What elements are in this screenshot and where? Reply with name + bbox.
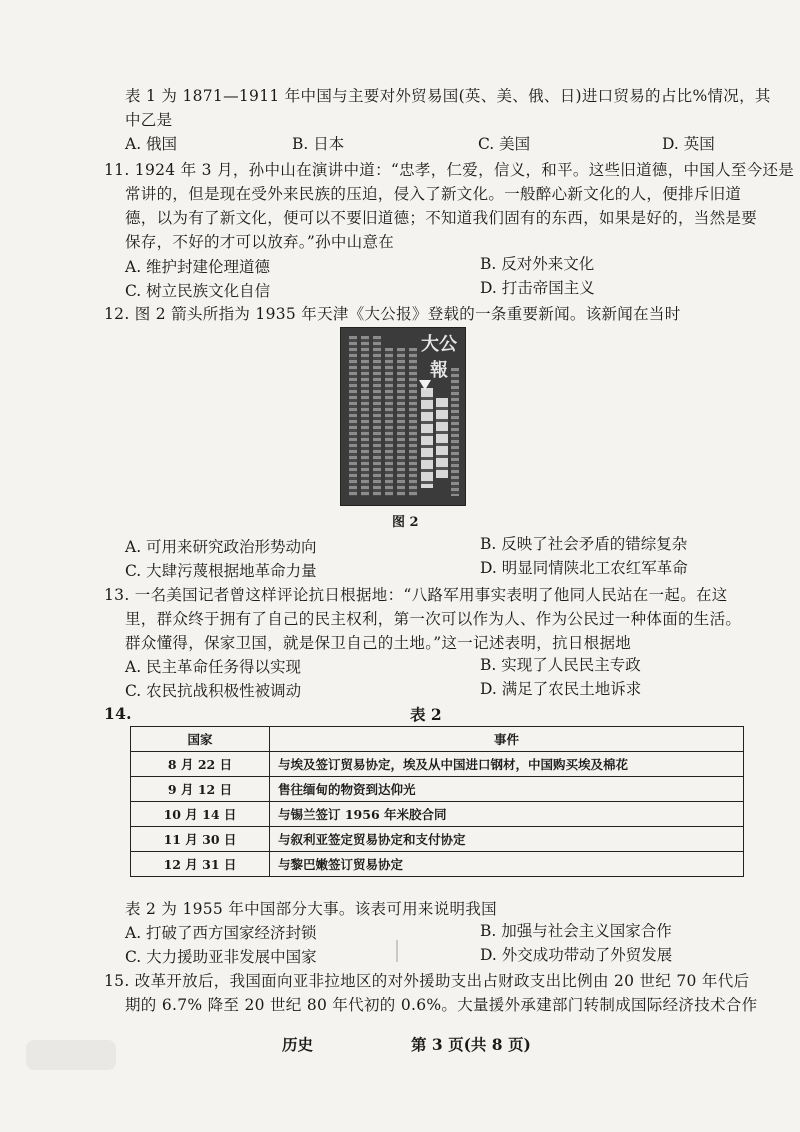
newspaper-headline-column (421, 388, 433, 488)
q10-option-d: D. 英国 (662, 135, 715, 153)
q14-stem: 表 2 为 1955 年中国部分大事。该表可用来说明我国 (125, 900, 497, 918)
figure-caption: 图 2 (392, 515, 419, 530)
table-row (131, 852, 744, 877)
q10-stem-line1: 表 1 为 1871—1911 年中国与主要对外贸易国(英、美、俄、日)进口贸易的占比%情况，其 (125, 87, 771, 105)
table-cell-date: 12 月 31 日 (131, 852, 270, 877)
table-cell-date: 8 月 22 日 (131, 752, 270, 777)
table-row (131, 827, 744, 852)
q13-option-c: C. 农民抗战积极性被调动 (125, 682, 302, 700)
arrow-icon (419, 380, 431, 390)
q12-option-d: D. 明显同情陕北工农红军革命 (480, 559, 688, 577)
q13-option-d: D. 满足了农民土地诉求 (480, 680, 642, 698)
q13-option-b: B. 实现了人民民主专政 (480, 656, 641, 674)
q13-stem-line1: 13. 一名美国记者曾这样评论抗日根据地：“八路军用事实表明了他同人民站在一起。在这 (104, 586, 728, 604)
scan-stain (26, 1040, 116, 1070)
q12-stem-line1: 12. 图 2 箭头所指为 1935 年天津《大公报》登载的一条重要新闻。该新闻在当时 (104, 305, 681, 323)
q11-stem-line1: 11. 1924 年 3 月，孙中山在演讲中道：“忠孝，仁爱，信义，和平。这些旧道德，中国人至今还是 (104, 161, 795, 179)
scan-artifact (396, 940, 398, 962)
q11-option-d: D. 打击帝国主义 (480, 279, 595, 297)
table-cell-date: 11 月 30 日 (131, 827, 270, 852)
q14-option-c: C. 大力援助亚非发展中国家 (125, 948, 317, 966)
table-cell-event: 售往缅甸的物资到达仰光 (270, 777, 744, 802)
q14-number: 14. (104, 704, 132, 723)
q13-option-a: A. 民主革命任务得以实现 (125, 658, 302, 676)
newspaper-photo-figure (340, 327, 466, 506)
q14-option-b: B. 加强与社会主义国家合作 (480, 922, 672, 940)
q10-option-b: B. 日本 (292, 135, 345, 153)
q10-option-a: A. 俄国 (125, 135, 178, 153)
q12-option-c: C. 大肆污蔑根据地革命力量 (125, 562, 317, 580)
events-table (130, 726, 744, 877)
q14-option-a: A. 打破了西方国家经济封锁 (125, 924, 317, 942)
q13-stem-line2: 里，群众终于拥有了自己的民主权利，第一次可以作为人、作为公民过一种体面的生活。 (125, 610, 742, 628)
q11-option-a: A. 维护封建伦理道德 (125, 258, 271, 276)
q11-stem-line2: 常讲的，但是现在受外来民族的压迫，侵入了新文化。一般醉心新文化的人，便排斥旧道 (125, 185, 742, 203)
q11-option-c: C. 树立民族文化自信 (125, 282, 271, 300)
table-header-event: 事件 (270, 727, 744, 752)
table-title: 表 2 (410, 705, 442, 724)
table-cell-date: 9 月 12 日 (131, 777, 270, 802)
table-cell-event: 与埃及签订贸易协定，埃及从中国进口钢材，中国购买埃及棉花 (270, 752, 744, 777)
q10-option-c: C. 美国 (478, 135, 531, 153)
table-row (131, 802, 744, 827)
table-cell-date: 10 月 14 日 (131, 802, 270, 827)
q13-stem-line3: 群众懂得，保家卫国，就是保卫自己的土地。”这一记述表明，抗日根据地 (125, 634, 632, 652)
q10-stem-line2: 中乙是 (125, 111, 173, 129)
table-header-row (131, 727, 744, 752)
newspaper-masthead: 大公報 (421, 334, 457, 381)
footer-page-number: 第 3 页(共 8 页) (411, 1035, 531, 1054)
table-row (131, 752, 744, 777)
footer-subject: 历史 (282, 1035, 314, 1054)
q12-option-a: A. 可用来研究政治形势动向 (125, 538, 317, 556)
q11-stem-line4: 保存，不好的才可以放弃。”孙中山意在 (125, 233, 395, 251)
q11-option-b: B. 反对外来文化 (480, 255, 595, 273)
table-cell-event: 与黎巴嫩签订贸易协定 (270, 852, 744, 877)
q12-option-b: B. 反映了社会矛盾的错综复杂 (480, 535, 688, 553)
q11-stem-line3: 德，以为有了新文化，便可以不要旧道德；不知道我们固有的东西，如果是好的，当然是要 (125, 209, 758, 227)
table-row (131, 777, 744, 802)
table-header-country: 国家 (131, 727, 270, 752)
table-cell-event: 与叙利亚签定贸易协定和支付协定 (270, 827, 744, 852)
table-cell-event: 与锡兰签订 1956 年米胶合同 (270, 802, 744, 827)
q14-option-d: D. 外交成功带动了外贸发展 (480, 946, 673, 964)
q15-stem-line1: 15. 改革开放后，我国面向亚非拉地区的对外援助支出占财政支出比例由 20 世纪 70 年代后 (104, 972, 750, 990)
q15-stem-line2: 期的 6.7% 降至 20 世纪 80 年代初的 0.6%。大量援外承建部门转制成国际经济技术合作 (125, 996, 758, 1014)
